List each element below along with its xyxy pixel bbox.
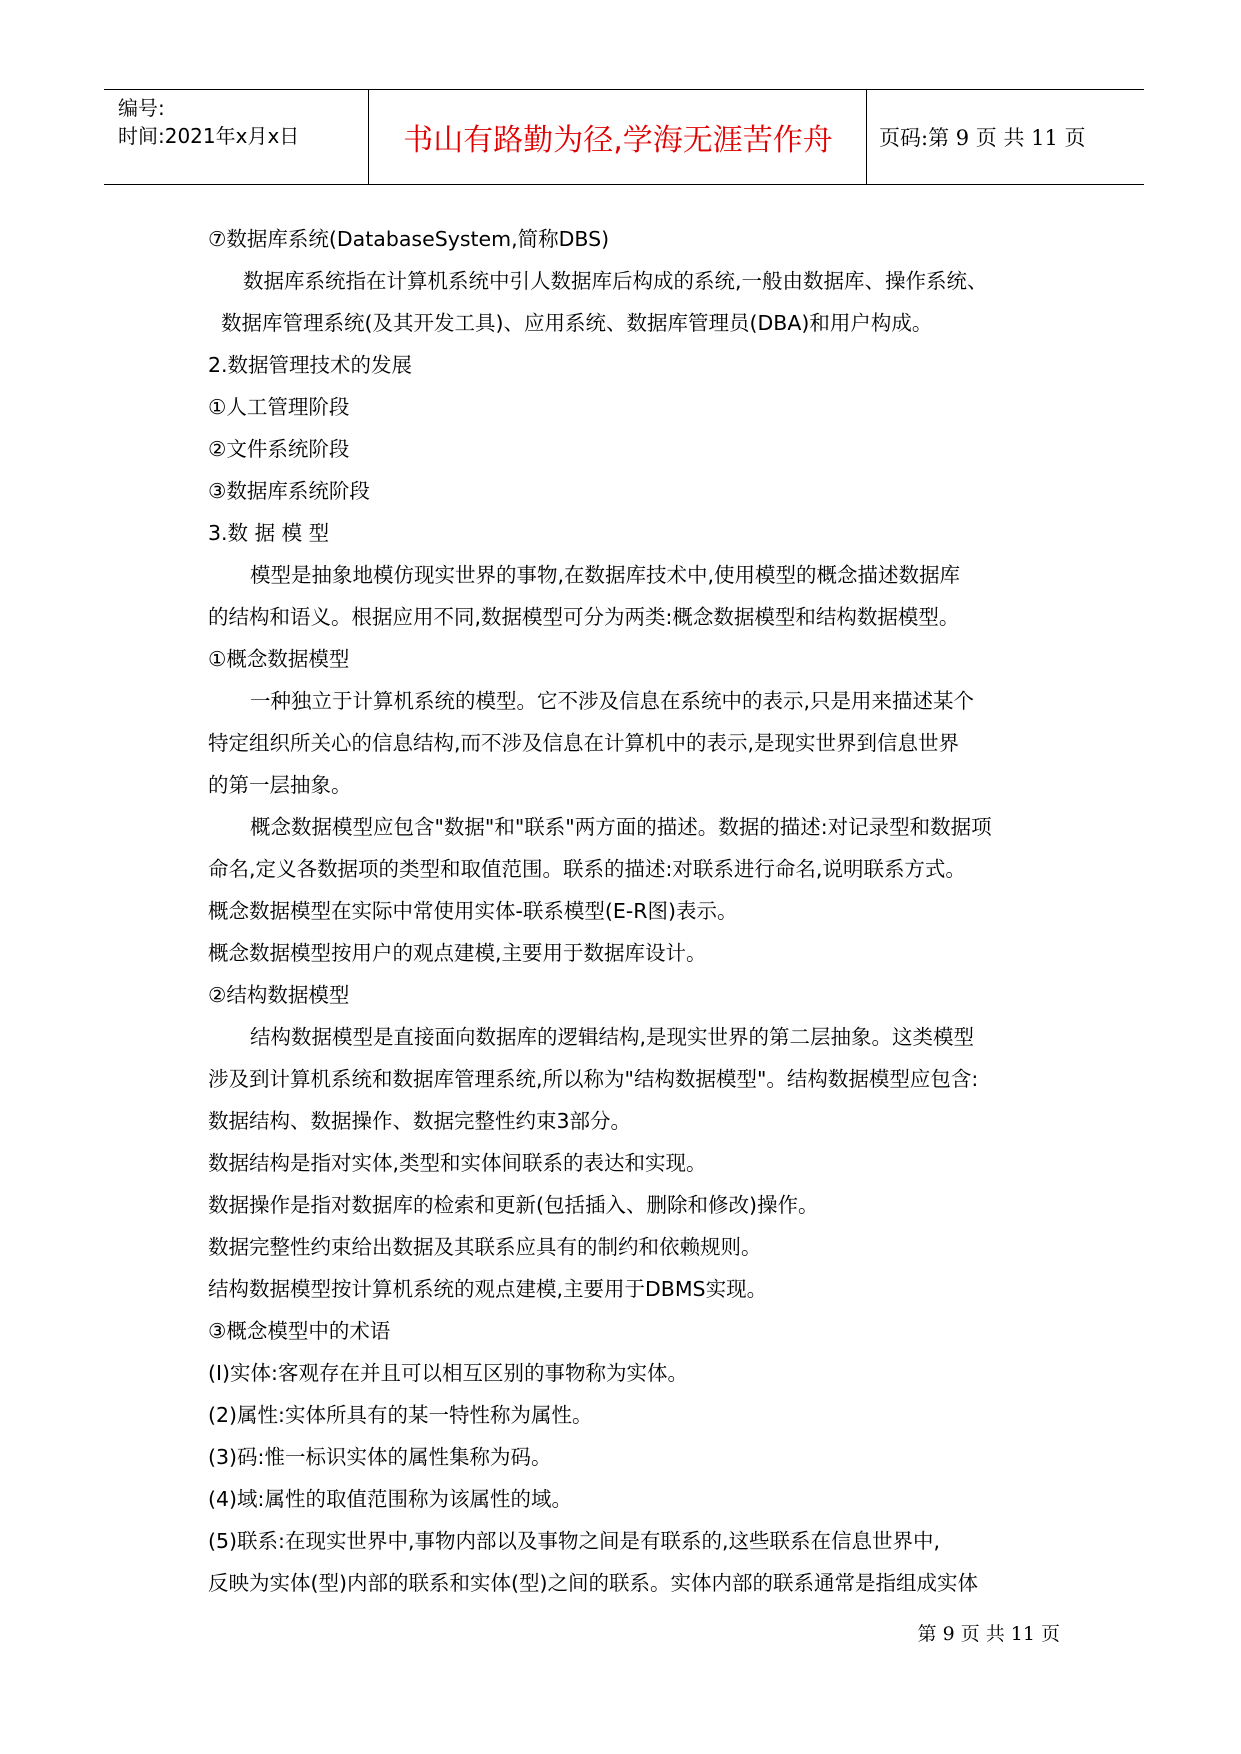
list-item: (I)实体:客观存在并且可以相互区别的事物称为实体。 xyxy=(208,1361,688,1385)
header-page-label: 页码:第 9 页 共 11 页 xyxy=(879,125,1086,150)
document-body xyxy=(208,218,1088,1604)
paragraph-line: 数据操作是指对数据库的检索和更新(包括插入、删除和修改)操作。 xyxy=(208,1193,819,1217)
section-heading: ⑦数据库系统(DatabaseSystem,简称DBS) xyxy=(208,227,610,251)
section-heading: 3.数 据 模 型 xyxy=(208,521,330,545)
header-table xyxy=(104,89,1144,185)
section-heading: ②结构数据模型 xyxy=(208,983,350,1007)
section-heading: ①概念数据模型 xyxy=(208,647,350,671)
header-time-label: 时间:2021年x月x日 xyxy=(118,124,300,148)
paragraph-line: 结构数据模型按计算机系统的观点建模,主要用于DBMS实现。 xyxy=(208,1277,768,1301)
paragraph-line: 数据完整性约束给出数据及其联系应具有的制约和依赖规则。 xyxy=(208,1235,762,1259)
paragraph-line: 数据结构、数据操作、数据完整性约束3部分。 xyxy=(208,1109,632,1133)
list-item: (2)属性:实体所具有的某一特性称为属性。 xyxy=(208,1403,593,1427)
paragraph-line: 模型是抽象地模仿现实世界的事物,在数据库技术中,使用模型的概念描述数据库 xyxy=(250,563,961,587)
paragraph-line: 特定组织所关心的信息结构,而不涉及信息在计算机中的表示,是现实世界到信息世界 xyxy=(208,731,960,755)
paragraph-line: 的第一层抽象。 xyxy=(208,773,352,797)
header-meta xyxy=(118,94,299,150)
list-item: (4)域:属性的取值范围称为该属性的域。 xyxy=(208,1487,572,1511)
paragraph-line: 的结构和语义。根据应用不同,数据模型可分为两类:概念数据模型和结构数据模型。 xyxy=(208,605,960,629)
paragraph-line: 结构数据模型是直接面向数据库的逻辑结构,是现实世界的第二层抽象。这类模型 xyxy=(250,1025,975,1049)
paragraph-line: 数据库系统指在计算机系统中引人数据库后构成的系统,一般由数据库、操作系统、 xyxy=(243,269,988,293)
header-motto: 书山有路勤为径,学海无涯苦作舟 xyxy=(403,122,833,158)
footer-page-number: 第 9 页 共 11 页 xyxy=(917,1623,1060,1645)
section-heading: ③概念模型中的术语 xyxy=(208,1319,391,1343)
header-divider-right xyxy=(866,90,867,184)
paragraph-line: 反映为实体(型)内部的联系和实体(型)之间的联系。实体内部的联系通常是指组成实体 xyxy=(208,1571,978,1595)
header-number-label: 编号: xyxy=(118,96,165,120)
paragraph-line: 概念数据模型应包含"数据"和"联系"两方面的描述。数据的描述:对记录型和数据项 xyxy=(250,815,992,839)
list-item: ②文件系统阶段 xyxy=(208,437,350,461)
section-heading: 2.数据管理技术的发展 xyxy=(208,353,413,377)
list-item: ③数据库系统阶段 xyxy=(208,479,370,503)
paragraph-line: 命名,定义各数据项的类型和取值范围。联系的描述:对联系进行命名,说明联系方式。 xyxy=(208,857,966,881)
paragraph-line: 概念数据模型在实际中常使用实体-联系模型(E-R图)表示。 xyxy=(208,899,738,923)
paragraph-line: 概念数据模型按用户的观点建模,主要用于数据库设计。 xyxy=(208,941,707,965)
paragraph-line: 数据结构是指对实体,类型和实体间联系的表达和实现。 xyxy=(208,1151,707,1175)
paragraph-line: 涉及到计算机系统和数据库管理系统,所以称为"结构数据模型"。结构数据模型应包含: xyxy=(208,1067,979,1091)
paragraph-line: 数据库管理系统(及其开发工具)、应用系统、数据库管理员(DBA)和用户构成。 xyxy=(221,311,933,335)
list-item: (3)码:惟一标识实体的属性集称为码。 xyxy=(208,1445,552,1469)
list-item: (5)联系:在现实世界中,事物内部以及事物之间是有联系的,这些联系在信息世界中, xyxy=(208,1529,940,1553)
paragraph-line: 一种独立于计算机系统的模型。它不涉及信息在系统中的表示,只是用来描述某个 xyxy=(250,689,975,713)
list-item: ①人工管理阶段 xyxy=(208,395,350,419)
